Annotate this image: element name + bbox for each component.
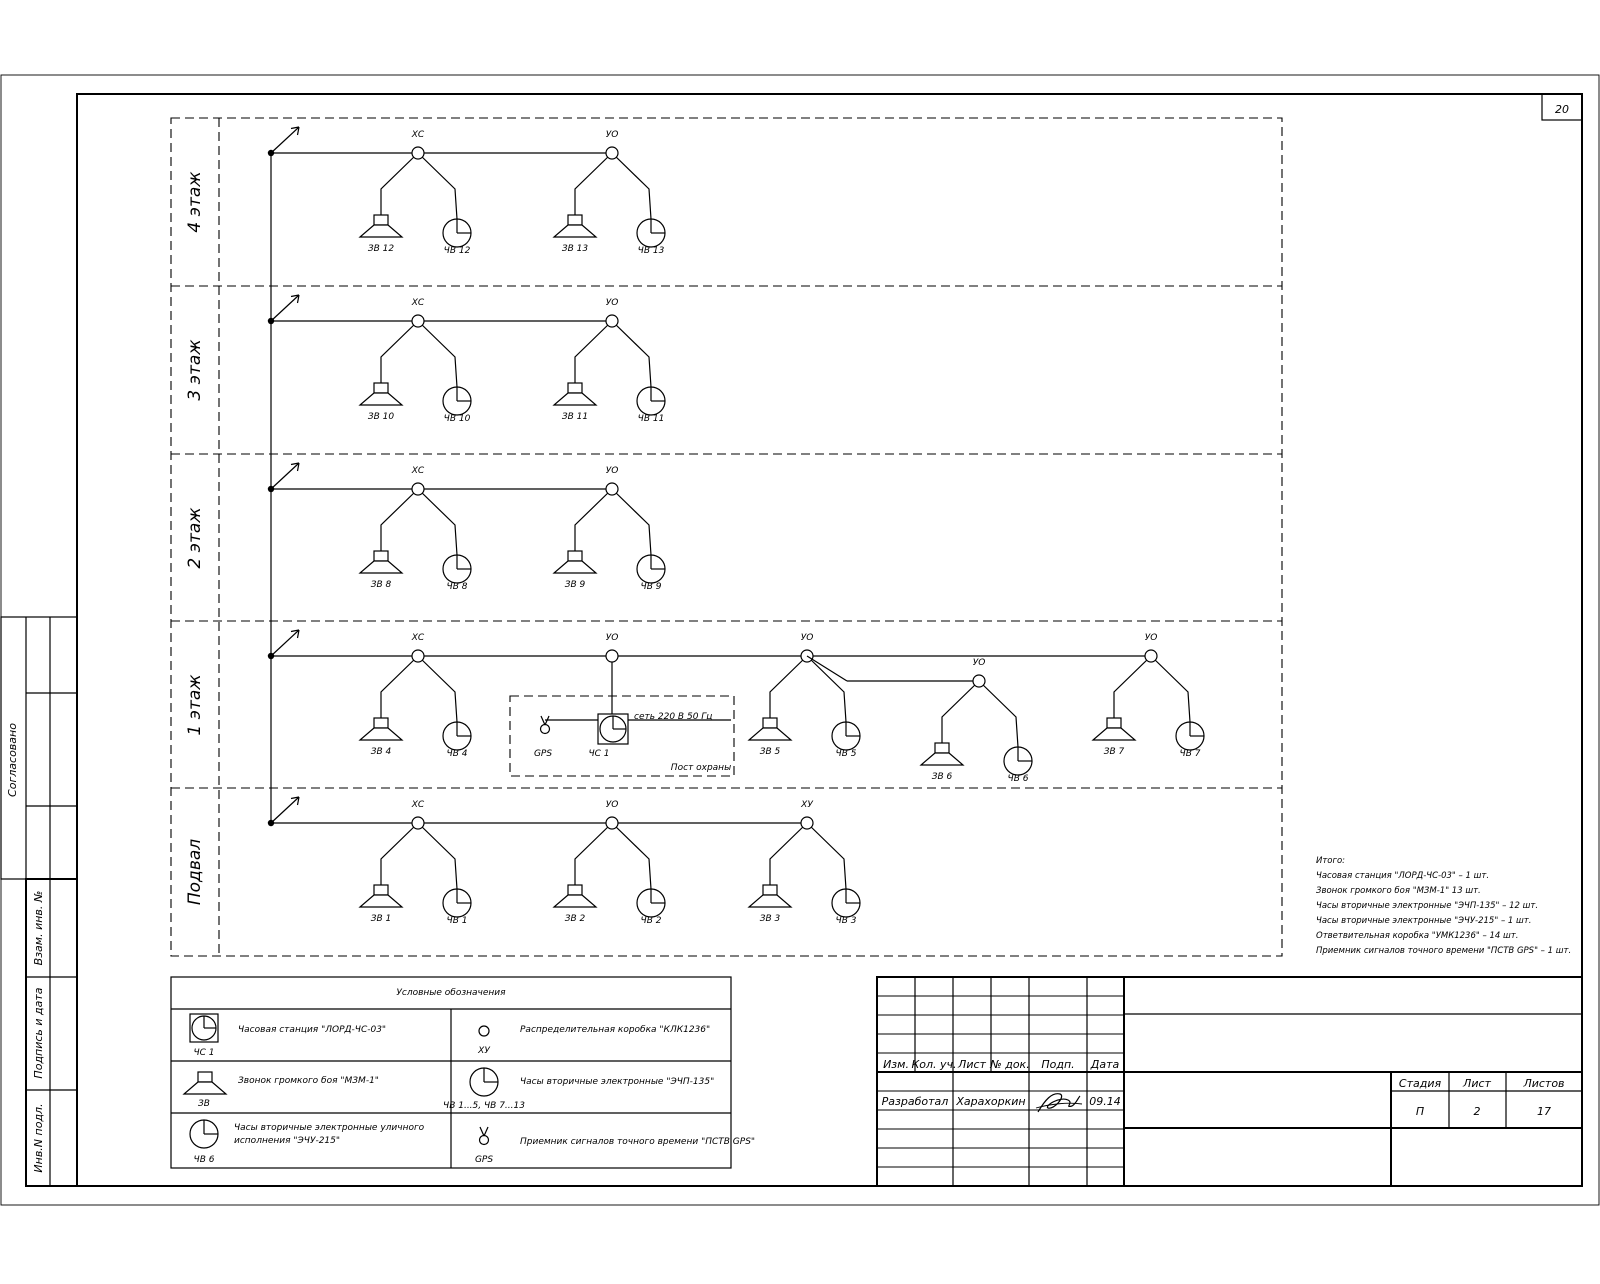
tb-header: № док. bbox=[990, 1058, 1030, 1071]
clock-label: ЧВ 2 bbox=[640, 916, 662, 926]
junction-box-tag: ХС bbox=[411, 298, 425, 308]
junction-box-tag: УО bbox=[605, 633, 619, 643]
bell-icon bbox=[749, 885, 791, 907]
bell-icon bbox=[921, 743, 963, 765]
junction-box-tag: ХС bbox=[411, 466, 425, 476]
bell-label: ЗВ 3 bbox=[759, 914, 781, 924]
guard-post-caption: Пост охраны bbox=[670, 763, 732, 773]
floor-wiring bbox=[268, 127, 665, 256]
totals-notes bbox=[1316, 856, 1571, 956]
bell-label: ЗВ 8 bbox=[370, 580, 392, 590]
legend-code: GPS bbox=[474, 1155, 494, 1165]
floor-label-4: 4 этаж bbox=[185, 171, 205, 233]
side-stamp bbox=[1, 617, 77, 1186]
notes-line: Часовая станция "ЛОРД-ЧС-03" – 1 шт. bbox=[1316, 871, 1490, 881]
clock-label: ЧВ 8 bbox=[446, 582, 468, 592]
bell-icon bbox=[1093, 718, 1135, 740]
bell-label: ЗВ 12 bbox=[367, 244, 395, 254]
floor-wiring bbox=[268, 295, 665, 424]
clock-icon bbox=[637, 387, 665, 415]
sheet-value: 2 bbox=[1473, 1105, 1481, 1118]
replace-inv-label: Взам. инв. № bbox=[32, 890, 45, 966]
legend-text: Часовая станция "ЛОРД-ЧС-03" bbox=[238, 1025, 387, 1035]
junction-box-icon bbox=[412, 147, 424, 159]
inv-orig-label: Инв.N подл. bbox=[32, 1103, 45, 1173]
junction-box-tag: УО bbox=[605, 298, 619, 308]
bell-label: ЗВ 13 bbox=[561, 244, 589, 254]
clock-station-label: ЧС 1 bbox=[588, 749, 610, 759]
junction-box-icon bbox=[606, 147, 618, 159]
legend bbox=[171, 977, 755, 1168]
junction-box-icon bbox=[412, 817, 424, 829]
tb-header: Кол. уч. bbox=[911, 1058, 957, 1071]
guard-post bbox=[510, 655, 734, 776]
sign-date-label: Подпись и дата bbox=[32, 987, 45, 1079]
bell-label: ЗВ 10 bbox=[367, 412, 395, 422]
signature-icon bbox=[1036, 1094, 1082, 1112]
junction-box-tag: ХС bbox=[411, 633, 425, 643]
clock-label: ЧВ 5 bbox=[835, 749, 857, 759]
junction-box-tag: УО bbox=[972, 658, 986, 668]
developed-name: Харахоркин bbox=[956, 1095, 1026, 1108]
bell-label: ЗВ 11 bbox=[561, 412, 589, 422]
junction-box-tag: УО bbox=[800, 633, 814, 643]
legend-code: ЧС 1 bbox=[193, 1048, 215, 1058]
legend-code: ЧВ 6 bbox=[193, 1155, 215, 1165]
gps-label: GPS bbox=[533, 749, 553, 759]
bell-label: ЗВ 5 bbox=[759, 747, 781, 757]
floor-label-basement: Подвал bbox=[185, 838, 205, 906]
bell-label: ЗВ 1 bbox=[370, 914, 392, 924]
title-block bbox=[877, 977, 1582, 1186]
clock-icon bbox=[443, 722, 471, 750]
clock-label: ЧВ 3 bbox=[835, 916, 857, 926]
floor-wiring bbox=[268, 630, 1204, 784]
clock-label: ЧВ 4 bbox=[446, 749, 468, 759]
notes-line: Часы вторичные электронные "ЭЧП-135" – 12 шт. bbox=[1316, 901, 1539, 911]
sheets-header: Листов bbox=[1523, 1077, 1565, 1090]
junction-box-tag: УО bbox=[605, 800, 619, 810]
legend-code: ХУ bbox=[478, 1046, 490, 1056]
outdoor-clock-icon bbox=[190, 1120, 218, 1148]
clock-icon bbox=[1176, 722, 1204, 750]
stage-header: Стадия bbox=[1398, 1077, 1442, 1090]
junction-box-icon bbox=[973, 675, 985, 687]
clock-icon bbox=[443, 387, 471, 415]
bell-label: ЗВ 2 bbox=[564, 914, 586, 924]
clock-icon bbox=[470, 1068, 498, 1096]
agreed-label: Согласовано bbox=[6, 723, 19, 797]
clock-icon bbox=[637, 555, 665, 583]
bell-icon bbox=[360, 551, 402, 573]
clock-label: ЧВ 12 bbox=[443, 246, 471, 256]
clock-label: ЧВ 9 bbox=[640, 582, 662, 592]
tb-header: Дата bbox=[1090, 1058, 1120, 1071]
notes-line: Приемник сигналов точного времени "ПСТВ GPS" – 1 шт. bbox=[1316, 946, 1572, 956]
tb-header: Подп. bbox=[1041, 1058, 1075, 1071]
junction-box-icon bbox=[412, 483, 424, 495]
inner-frame bbox=[77, 94, 1582, 1186]
tb-header: Изм. bbox=[883, 1058, 909, 1071]
bell-label: ЗВ 4 bbox=[370, 747, 392, 757]
junction-box-tag: УО bbox=[605, 466, 619, 476]
junction-box-icon bbox=[606, 650, 618, 662]
junction-box-icon bbox=[412, 650, 424, 662]
clock-station-icon bbox=[190, 1014, 218, 1042]
junction-box-icon bbox=[479, 1026, 489, 1036]
network-label: сеть 220 В 50 Гц bbox=[634, 712, 713, 722]
clock-label: ЧВ 11 bbox=[637, 414, 665, 424]
bell-label: ЗВ 9 bbox=[564, 580, 586, 590]
developed-role: Разработал bbox=[881, 1095, 949, 1108]
junction-box-icon bbox=[606, 817, 618, 829]
junction-box-icon bbox=[1145, 650, 1157, 662]
floor-label-1: 1 этаж bbox=[185, 674, 205, 736]
gps-receiver-icon bbox=[480, 1127, 489, 1145]
junction-box-icon bbox=[801, 817, 813, 829]
legend-text: Часы вторичные электронные "ЭЧП-135" bbox=[520, 1077, 715, 1087]
gps-receiver-icon bbox=[541, 716, 550, 734]
floors-diagram bbox=[171, 118, 1282, 956]
junction-box-icon bbox=[606, 483, 618, 495]
clock-label: ЧВ 6 bbox=[1007, 774, 1029, 784]
clock-label: ЧВ 13 bbox=[637, 246, 665, 256]
junction-box-tag: УО bbox=[1144, 633, 1158, 643]
bell-icon bbox=[360, 215, 402, 237]
floor-label-3: 3 этаж bbox=[185, 339, 205, 401]
sheet-number: 20 bbox=[1555, 103, 1569, 116]
clock-station-icon bbox=[598, 714, 628, 744]
clock-icon bbox=[637, 219, 665, 247]
bell-icon bbox=[554, 885, 596, 907]
clock-icon bbox=[637, 889, 665, 917]
bell-icon bbox=[360, 885, 402, 907]
legend-text: Распределительная коробка "КЛК1236" bbox=[520, 1025, 711, 1035]
legend-title: Условные обозначения bbox=[396, 988, 506, 998]
stage-value: П bbox=[1415, 1105, 1425, 1118]
bell-icon bbox=[360, 718, 402, 740]
clock-label: ЧВ 10 bbox=[443, 414, 471, 424]
sheet-header: Лист bbox=[1463, 1077, 1491, 1090]
legend-text: Приемник сигналов точного времени "ПСТВ GPS" bbox=[520, 1137, 756, 1147]
tb-header: Лист bbox=[958, 1058, 986, 1071]
junction-box-tag: УО bbox=[605, 130, 619, 140]
clock-icon bbox=[443, 219, 471, 247]
legend-code: ЗВ bbox=[198, 1099, 210, 1109]
bell-icon bbox=[184, 1072, 226, 1094]
bell-icon bbox=[554, 383, 596, 405]
junction-box-icon bbox=[606, 315, 618, 327]
bell-icon bbox=[749, 718, 791, 740]
floors-outline bbox=[171, 118, 1282, 956]
junction-box-icon bbox=[412, 315, 424, 327]
notes-title: Итого: bbox=[1316, 856, 1346, 866]
floor-wiring bbox=[268, 797, 860, 926]
clock-icon bbox=[443, 555, 471, 583]
floor-label-2: 2 этаж bbox=[185, 507, 205, 569]
clock-icon bbox=[443, 889, 471, 917]
junction-box-tag: ХУ bbox=[801, 800, 813, 810]
bell-label: ЗВ 7 bbox=[1103, 747, 1125, 757]
notes-line: Звонок громкого боя "МЗМ-1" 13 шт. bbox=[1316, 886, 1481, 896]
clock-icon bbox=[832, 889, 860, 917]
clock-label: ЧВ 7 bbox=[1179, 749, 1201, 759]
sheets-value: 17 bbox=[1537, 1105, 1551, 1118]
developed-date: 09.14 bbox=[1089, 1095, 1121, 1108]
notes-line: Часы вторичные электронные "ЭЧУ-215" – 1 шт. bbox=[1316, 916, 1532, 926]
bell-label: ЗВ 6 bbox=[931, 772, 953, 782]
bell-icon bbox=[360, 383, 402, 405]
clock-icon bbox=[832, 722, 860, 750]
legend-text: Звонок громкого боя "МЗМ-1" bbox=[238, 1076, 379, 1086]
junction-box-tag: ХС bbox=[411, 800, 425, 810]
clock-icon bbox=[1004, 747, 1032, 775]
bell-icon bbox=[554, 215, 596, 237]
bell-icon bbox=[554, 551, 596, 573]
legend-code: ЧВ 1...5, ЧВ 7...13 bbox=[443, 1101, 525, 1111]
notes-line: Ответвительная коробка "УМК1236" – 14 шт. bbox=[1316, 931, 1519, 941]
legend-text: Часы вторичные электронные уличного исполнения "ЭЧУ-215" bbox=[234, 1123, 425, 1146]
clock-label: ЧВ 1 bbox=[446, 916, 468, 926]
floor-wiring bbox=[268, 463, 665, 592]
junction-box-tag: ХС bbox=[411, 130, 425, 140]
